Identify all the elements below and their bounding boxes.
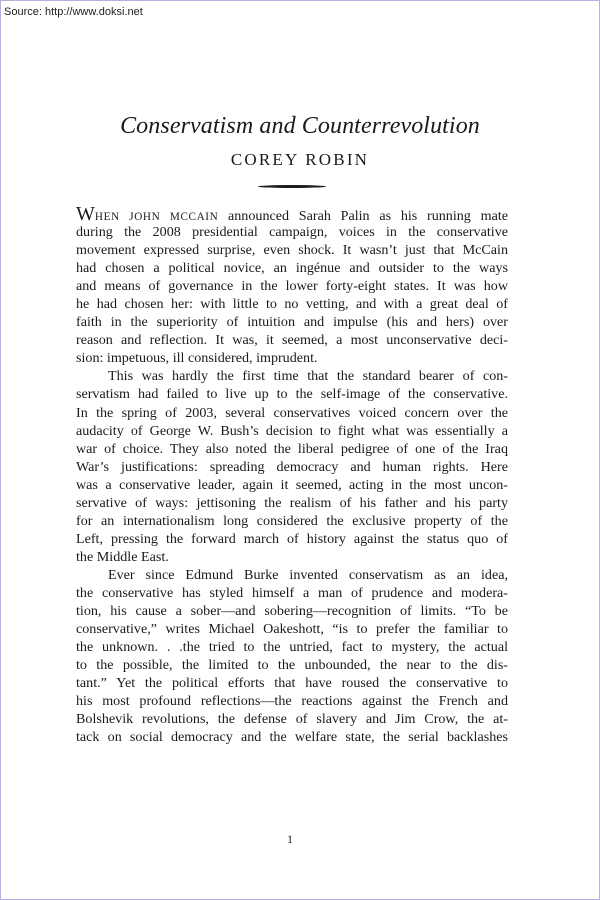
- text-line: the unknown. . .the tried to the untried, fact to mystery, the actual: [76, 639, 508, 656]
- text-line: Ever since Edmund Burke invented conservatism as an idea,: [108, 566, 508, 583]
- text-line: tion, his cause a sober—and sobering—recognition of limits. “To be: [76, 603, 508, 620]
- text-line: for an internationalism long considered the exclusive property of the: [76, 512, 508, 529]
- text-line: Bolshevik revolutions, the defense of slavery and Jim Crow, the at-: [76, 711, 508, 728]
- text-line: sion: impetuous, ill considered, imprudent.: [76, 350, 318, 367]
- text-line: faith in the superiority of intuition and impulse (his and hers) over: [76, 314, 508, 331]
- text-line: audacity of George W. Bush’s decision to fight what was essentially a: [76, 422, 508, 439]
- text-line: tack on social democracy and the welfare state, the serial backlashes: [76, 729, 508, 746]
- drop-cap: W: [76, 203, 95, 225]
- text-line: In the spring of 2003, several conservatives voiced concern over the: [76, 404, 508, 421]
- text-line: This was hardly the first time that the standard bearer of con-: [108, 368, 508, 385]
- text-line: the Middle East.: [76, 548, 169, 565]
- text-line: War’s justifications: spreading democracy and human rights. Here: [76, 458, 508, 475]
- text-line: conservative,” writes Michael Oakeshott, “is to prefer the familiar to: [76, 621, 508, 638]
- text-line: he had chosen her: with little to no vetting, and with a great deal of: [76, 296, 508, 313]
- text-line: the conservative has styled himself a man of prudence and modera-: [76, 584, 508, 601]
- text-line: servatism had failed to live up to the self-image of the conservative.: [76, 386, 508, 403]
- text-line: and means of governance in the lower forty-eight states. It was how: [76, 278, 508, 295]
- title-divider: [258, 185, 326, 188]
- text-line: to the possible, the limited to the unbounded, the near to the dis-: [76, 657, 508, 674]
- paper-title: Conservatism and Counterrevolution: [120, 113, 480, 139]
- text-line: his most profound reflections—the reactions against the French and: [76, 693, 508, 710]
- text-line: had chosen a political novice, an ingénue and outsider to the ways: [76, 260, 508, 277]
- text-line: tant.” Yet the political efforts that have roused the conservative to: [76, 675, 508, 692]
- source-label: Source: http://www.doksi.net: [4, 6, 143, 18]
- text-line: movement expressed surprise, even shock. It wasn’t just that McCain: [76, 242, 508, 259]
- text-line-rest: announced Sarah Palin as his running mate: [218, 208, 508, 224]
- text-line: reason and reflection. It was, it seemed, a most unconservative deci-: [76, 332, 508, 349]
- small-caps-lead: HEN JOHN MCCAIN: [94, 211, 219, 223]
- author-name: COREY ROBIN: [230, 150, 370, 169]
- body-text: [76, 205, 508, 746]
- text-line: [76, 205, 508, 223]
- text-line: during the 2008 presidential campaign, voices in the conservative: [76, 224, 508, 241]
- page-number: 1: [287, 832, 293, 846]
- text-line: was a conservative leader, again it seemed, acting in the most uncon-: [76, 476, 508, 493]
- text-line: war of choice. They also noted the liberal pedigree of one of the Iraq: [76, 440, 508, 457]
- text-line: Left, pressing the forward march of history against the status quo of: [76, 530, 508, 547]
- text-line: servative of ways: jettisoning the realism of his father and his party: [76, 494, 508, 511]
